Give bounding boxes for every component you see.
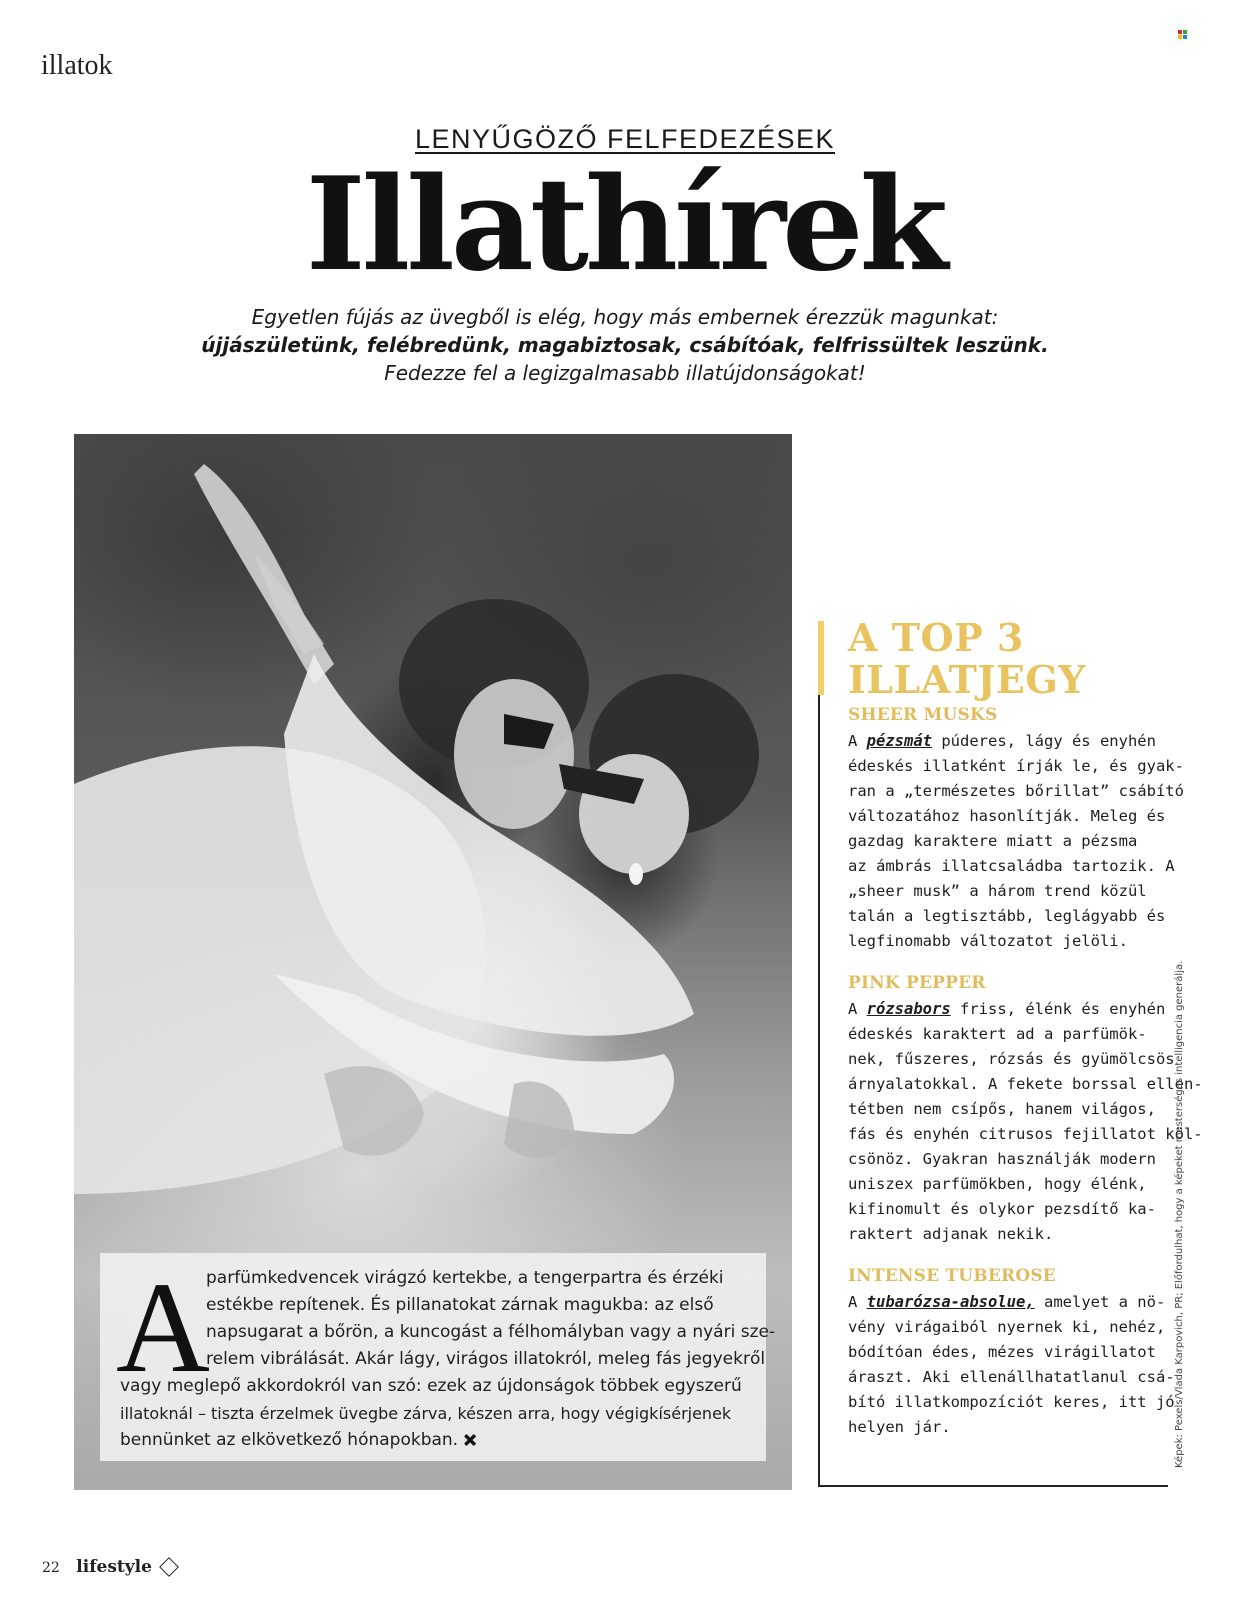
caption-line: parfümkedvencek virágzó kertekbe, a tengerpartra és érzéki	[206, 1268, 724, 1288]
lead-pre: A	[848, 1293, 867, 1311]
lede	[0, 303, 1250, 387]
lede-line-3: Fedezze fel a legizgalmasabb illatújdonságokat!	[384, 361, 866, 385]
section-label: illatok	[41, 50, 113, 81]
note-line: talán a legtisztább, leglágyabb és	[848, 907, 1166, 925]
sidebar-border-bottom	[818, 1485, 1168, 1487]
note-term: rózsabors	[866, 1000, 951, 1018]
color-registration-icon	[1178, 30, 1188, 40]
note-line: ran a „természetes bőrillat” csábító	[848, 782, 1184, 800]
note-line: változatához hasonlítják. Meleg és	[848, 807, 1166, 825]
note-line: édeskés karaktert ad a parfümök-	[848, 1025, 1147, 1043]
caption-line-last	[120, 1427, 476, 1454]
note-line: az ámbrás illatcsaládba tartozik. A	[848, 857, 1175, 875]
lead-pre: A	[848, 732, 867, 750]
note-line: árnyalatokkal. A fekete borssal ellen-	[848, 1075, 1203, 1093]
page-footer	[42, 1557, 176, 1577]
note-line: legfinomabb változatot jelöli.	[848, 932, 1128, 950]
caption-line: estékbe repítenek. És pillanatokat zárnak magukba: az első	[206, 1295, 714, 1315]
dropcap: A	[116, 1256, 210, 1400]
couple-photo	[74, 434, 792, 1490]
caption-line: relem vibrálását. Akár lágy, virágos illatokról, meleg fás jegyekről	[206, 1349, 766, 1369]
intro-caption	[100, 1253, 776, 1461]
note-line: tétben nem csípős, hanem világos,	[848, 1100, 1156, 1118]
lede-line-2: újjászületünk, felébredünk, magabiztosak, csábítóak, felfrissültek leszünk.	[201, 333, 1049, 357]
caption-line: illatoknál – tiszta érzelmek üvegbe zárva, készen arra, hogy végigkísérjenek	[120, 1404, 732, 1423]
lede-line-1: Egyetlen fújás az üvegből is elég, hogy más embernek érezzük magunkat:	[251, 305, 999, 329]
note-line: uniszex parfümökben, hogy élénk,	[848, 1175, 1147, 1193]
accent-bar	[818, 621, 824, 695]
note-line: raktert adjanak nekik.	[848, 1225, 1054, 1243]
end-mark-icon	[464, 1434, 476, 1446]
lead-post: friss, élénk és enyhén	[950, 1000, 1166, 1018]
note-heading: SHEER MUSKS	[848, 705, 998, 725]
note-term: pézsmát	[866, 732, 932, 750]
note-line: „sheer musk” a három trend közül	[848, 882, 1147, 900]
photo-credit: Képek: Pexels/Vlada Karpovich, PR; Előfordulhat, hogy a képeket mesterséges intelligencia generálja.	[1174, 960, 1185, 1468]
note-lead-line	[848, 997, 1166, 1022]
brand-name: lifestyle	[76, 1557, 152, 1577]
note-line: áraszt. Aki ellenállhatatlanul csá-	[848, 1368, 1175, 1386]
caption-line: vagy meglepő akkordokról van szó: ezek az újdonságok többek egyszerű	[120, 1376, 742, 1396]
note-lead-line	[848, 729, 1156, 754]
note-lead-line	[848, 1290, 1166, 1315]
note-line: helyen jár.	[848, 1418, 951, 1436]
sidebar-title-line-2: ILLATJEGY	[848, 657, 1086, 702]
brand-logo-icon	[159, 1557, 179, 1577]
note-line: bító illatkompozíciót keres, itt jó	[848, 1393, 1175, 1411]
lead-pre: A	[848, 1000, 867, 1018]
sidebar-title-line-1: A TOP 3	[848, 615, 1024, 660]
caption-line: napsugarat a bőrön, a kuncogást a félhomályban vagy a nyári sze-	[206, 1322, 776, 1342]
note-line: vény virágaiból nyernek ki, nehéz,	[848, 1318, 1166, 1336]
note-line: gazdag karaktere miatt a pézsma	[848, 832, 1138, 850]
lead-post: amelyet a nö-	[1034, 1293, 1166, 1311]
note-line: kifinomult és olykor pezsdítő ka-	[848, 1200, 1156, 1218]
lead-post: púderes, lágy és enyhén	[932, 732, 1156, 750]
note-heading: PINK PEPPER	[848, 973, 986, 993]
kicker-text: LENYŰGÖZŐ FELFEDEZÉSEK	[414, 124, 836, 154]
note-line: fás és enyhén citrusos fejillatot köl-	[848, 1125, 1203, 1143]
sidebar-border	[818, 691, 820, 1487]
note-heading: INTENSE TUBEROSE	[848, 1266, 1056, 1286]
caption-line: bennünket az elkövetkező hónapokban.	[120, 1430, 459, 1450]
note-line: nek, fűszeres, rózsás és gyümölcsös	[848, 1050, 1175, 1068]
note-line: édeskés illatként írják le, és gyak-	[848, 757, 1184, 775]
note-term: tubarózsa-absolue,	[866, 1293, 1035, 1311]
headline: Illathírek	[305, 150, 945, 300]
note-line: csönöz. Gyakran használják modern	[848, 1150, 1156, 1168]
page-number: 22	[42, 1560, 60, 1576]
note-line: bódítóan édes, mézes virágillatot	[848, 1343, 1156, 1361]
sidebar-title	[848, 617, 1086, 701]
